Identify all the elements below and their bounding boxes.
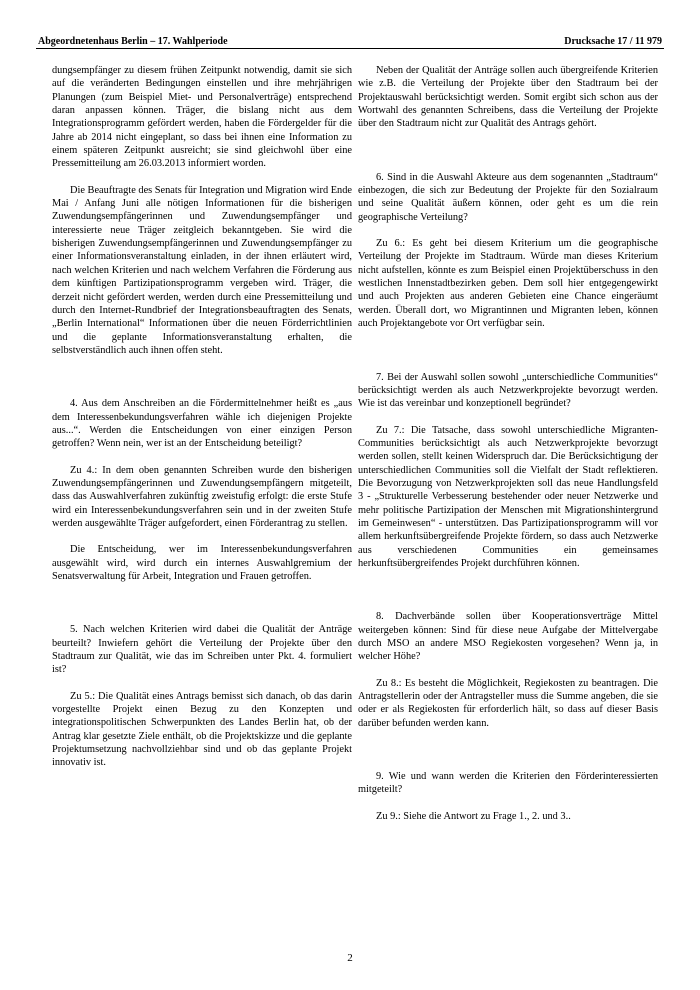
question-8: 8. Dachverbände sollen über Kooperationsverträge Mittel weitergeben können: Sind für diese neue Aufgabe der Mittelvergabe durch MSO an andere MSO Regiekosten vorgesehen? Wenn ja, in welcher Höhe? <box>358 611 658 663</box>
answer-4-part-1: Zu 4.: In dem oben genannten Schreiben wurde den bisherigen Zuwendungsempfängerinnen und Zuwendungsempfängern mitgeteilt, dass das Auswahlverfahren zukünftig zweistufig erfolgt: die erste Stufe wird ein Interessenbekundungsverfahren sein und in der zweiten Stufe werden ausgewählte Träger aufgefordert, einen Förderantrag zu stellen. <box>52 464 352 529</box>
answer-5-continuation: Neben der Qualität der Anträge sollen auch übergreifende Kriterien wie z.B. die Verteilung der Projekte über den Stadtraum bei der Projektauswahl berücksichtigt werden. Somit ergibt sich schon aus der Wortwahl des genannten Schreibens, dass die Verteilung der Projekte über den Stadtraum nicht zur Qualität des Antrags gehört. <box>358 65 658 130</box>
answer-8: Zu 8.: Es besteht die Möglichkeit, Regiekosten zu beantragen. Die Antragstellerin oder der Antragsteller muss die Summe angeben, die sie oder er als Regiekosten für erforderlich hält, so dass auf dieser Basis darüber befunden werden kann. <box>358 677 658 729</box>
right-column <box>358 64 658 823</box>
left-column <box>52 64 352 770</box>
question-5: 5. Nach welchen Kriterien wird dabei die Qualität der Anträge beurteilt? Inwiefern gehört die Verteilung der Projekte über den Stadtraum zur Qualität, wie das im Schreiben unter Pkt. 4. formuliert ist? <box>52 624 352 676</box>
header-publisher: Abgeordnetenhaus Berlin – 17. Wahlperiode <box>38 36 228 47</box>
header-document-number: Drucksache 17 / 11 979 <box>564 36 662 47</box>
question-9: 9. Wie und wann werden die Kriterien den Förderinteressierten mitgeteilt? <box>358 771 658 796</box>
paragraph-information: Die Beauftragte des Senats für Integration und Migration wird Ende Mai / Anfang Juni alle nötigen Informationen für die bisherigen Zuwendungsempfängerinnen und Zuwendungsempfänger und interessierte neue Träger zeitgleich bekanntgeben. Sie wird die bisherigen Zuwendungsempfängerinnen und Zuwendungsempfänger zu einer Informationsveranstaltung einladen, in der ihnen erläutert wird, nach welchen Kriterien und nach welchem Verfahren die Förderung aus dem künftigen Partizipationsprogramm vergeben wird. Träger, die derzeit nicht gefördert werden, werden durch eine Pressemitteilung und durch den Internet-Rundbrief der Integrationsbeauftragten des Senats, „Berlin International“ Informationen über die neuen Förderrichtlinien und die geplante Informationsveranstaltung erhalten, die selbstverständlich auch ihnen offen steht. <box>52 184 352 356</box>
paragraph-continuation: dungsempfänger zu diesem frühen Zeitpunkt notwendig, damit sie sich auf die veränderten Bedingungen einstellen und ihre mehrjährigen Planungen (zum Beispiel Miet- und Personalverträge) entsprechend daran anpassen können. Träger, die bislang nicht aus dem Integrationsprogramm gefördert werden, haben die Fördergelder für die Jahre ab 2014 nicht eingeplant, so dass bei ihnen eine Information zu einem späteren Zeitpunkt ausreicht; sie sind gleichwohl über eine Pressemitteilung am 26.03.2013 informiert worden. <box>52 65 352 170</box>
answer-9: Zu 9.: Siehe die Antwort zu Frage 1., 2. und 3.. <box>376 810 571 822</box>
answer-5: Zu 5.: Die Qualität eines Antrags bemisst sich danach, ob das darin vorgestellte Projekt einen Bezug zu den Konzepten und integrationspolitischen Schwerpunkten des Landes Berlin hat, ob der Antrag klar gesetzte Ziele enthält, ob die Projektskizze und die geplante Projektumsetzung nachvollziehbar sind und ob das geplante Projekt innovativ ist. <box>52 690 352 769</box>
answer-7: Zu 7.: Die Tatsache, dass sowohl unterschiedliche Migranten-Communities berücksichtigt als auch Netzwerkprojekte bevorzugt werden sollen, stellt keinen Widerspruch dar. Die Berücksichtigung der unterschiedlichen Communities soll die Vielfalt der Stadt reflektieren. Die Bevorzugung von Netzwerkprojekten soll das neue Handlungsfeld 3 - „Strukturelle Verbesserung bestehender oder neuer Netzwerke und mehr politische Partizipation der Menschen mit Migrationshintergrund im Gemeinwesen“ - unterstützen. Das Partizipationsprogramm will vor allem herkunftsübergreifende Projekte fördern, so dass auch Netzwerke aus verschiedenen Communities ein gemeinsames herkunftsübergreifendes Projekt durchführen können. <box>358 424 658 569</box>
page-number: 2 <box>347 952 353 964</box>
answer-6: Zu 6.: Es geht bei diesem Kriterium um die geographische Verteilung der Projekte im Stadtraum. Würde man dieses Kriterium nicht aufstellen, könnte es zum Beispiel einen Projektüberschuss in den westlichen Innenstadtbezirken geben. Dem soll hier entgegengewirkt und auch Projekten aus anderen Gebieten eine Chance eingeräumt werden. Überall dort, wo Migrantinnen und Migranten leben, können auch Projektangebote vor Ort verfügbar sein. <box>358 238 658 330</box>
question-4: 4. Aus dem Anschreiben an die Fördermittelnehmer heißt es „aus dem Interessenbekundungsverfahren wähle ich diejenigen Projekte aus...“. Werden die Entscheidungen von einer einzigen Person getroffen? Wenn nein, wer ist an der Entscheidung beteiligt? <box>52 398 352 450</box>
answer-4-part-2: Die Entscheidung, wer im Interessenbekundungsverfahren ausgewählt wird, wird durch ein internes Auswahlgremium der Senatsverwaltung für Arbeit, Integration und Frauen getroffen. <box>52 544 352 582</box>
page-header <box>36 24 664 49</box>
question-7: 7. Bei der Auswahl sollen sowohl „unterschiedliche Communities“ berücksichtigt werden als auch Netzwerkprojekte bevorzugt werden. Wie ist das vereinbar und konzeptionell begründet? <box>358 371 658 410</box>
question-6: 6. Sind in die Auswahl Akteure aus dem sogenannten „Stadtraum“ einbezogen, die sich zur Bedeutung der Projekte für den Sozialraum und seine Qualität äußern können, oder geht es um die rein geographische Verteilung? <box>358 171 658 223</box>
